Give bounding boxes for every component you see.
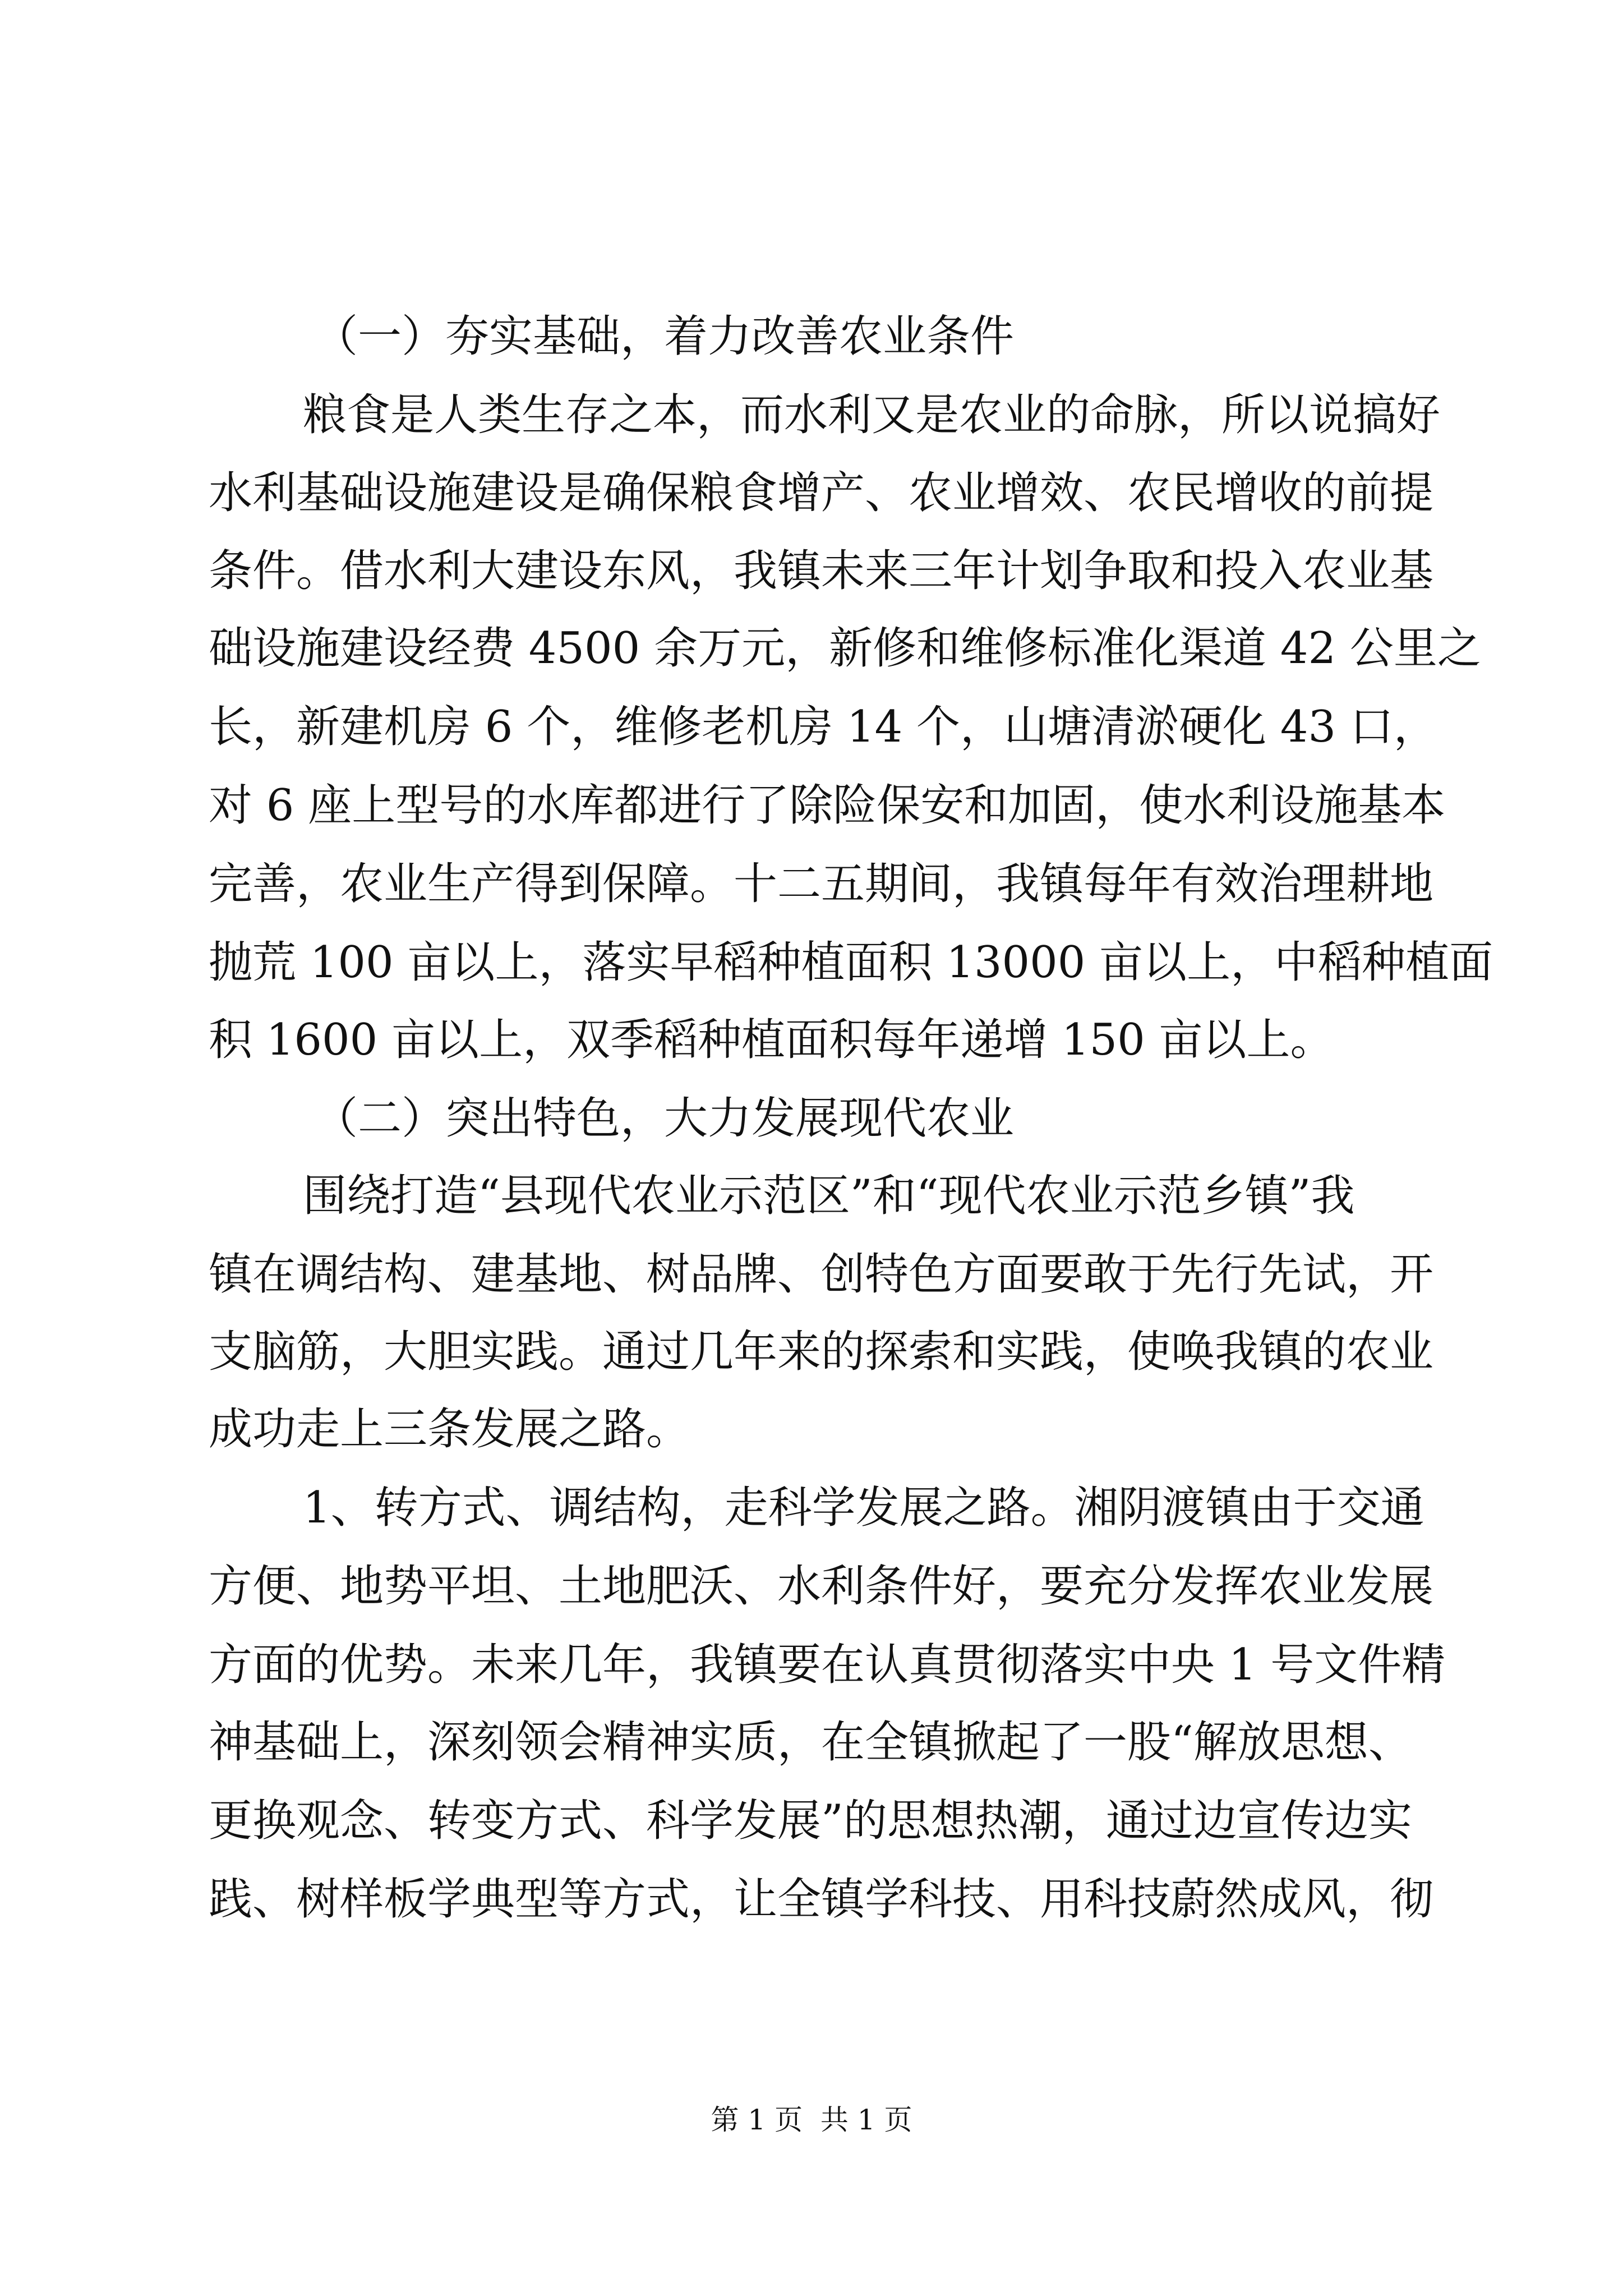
paragraph-line: 方便、地势平坦、土地肥沃、水利条件好，要充分发挥农业发展: [209, 1561, 1434, 1612]
paragraph-line: 础设施建设经费 4500 余万元，新修和维修标准化渠道 42 公里之: [209, 623, 1481, 674]
paragraph-line: 围绕打造“县现代农业示范区”和“现代农业示范乡镇”我: [303, 1171, 1355, 1221]
paragraph-line: 对 6 座上型号的水库都进行了除险保安和加固，使水利设施基本: [209, 780, 1446, 831]
section-heading-1: （一）夯实基础，着力改善农业条件: [314, 311, 1015, 362]
paragraph-line: 积 1600 亩以上，双季稻种植面积每年递增 150 亩以上。: [209, 1015, 1334, 1065]
paragraph-line: 水利基础设施建设是确保粮食增产、农业增效、农民增收的前提: [209, 468, 1434, 518]
paragraph-line: 长，新建机房 6 个，维修老机房 14 个，山塘清淤硬化 43 口，: [209, 702, 1437, 752]
page-number-footer: 第 1 页 共 1 页: [711, 2104, 912, 2136]
paragraph-line: 完善，农业生产得到保障。十二五期间，我镇每年有效治理耕地: [209, 859, 1434, 909]
paragraph-line: 粮食是人类生存之本，而水利又是农业的命脉，所以说搞好: [303, 390, 1441, 440]
paragraph-line: 抛荒 100 亩以上，落实早稻种植面积 13000 亩以上，中稻种植面: [209, 937, 1493, 988]
paragraph-line: 镇在调结构、建基地、树品牌、创特色方面要敢于先行先试，开: [209, 1249, 1434, 1300]
paragraph-line: 更换观念、转变方式、科学发展”的思想热潮，通过边宣传边实: [209, 1796, 1412, 1846]
paragraph-line: 践、树样板学典型等方式，让全镇学科技、用科技蔚然成风，彻: [209, 1874, 1434, 1925]
paragraph-line: 条件。借水利大建设东风，我镇未来三年计划争取和投入农业基: [209, 546, 1434, 596]
paragraph-line: 支脑筋，大胆实践。通过几年来的探索和实践，使唤我镇的农业: [209, 1327, 1434, 1377]
paragraph-line: 成功走上三条发展之路。: [209, 1404, 690, 1455]
section-heading-2: （二）突出特色，大力发展现代农业: [314, 1093, 1015, 1144]
paragraph-line: 1、转方式、调结构，走科学发展之路。湘阴渡镇由于交通: [303, 1483, 1424, 1533]
paragraph-line: 神基础上，深刻领会精神实质，在全镇掀起了一股“解放思想、: [209, 1717, 1412, 1768]
paragraph-line: 方面的优势。未来几年，我镇要在认真贯彻落实中央 1 号文件精: [209, 1640, 1446, 1690]
